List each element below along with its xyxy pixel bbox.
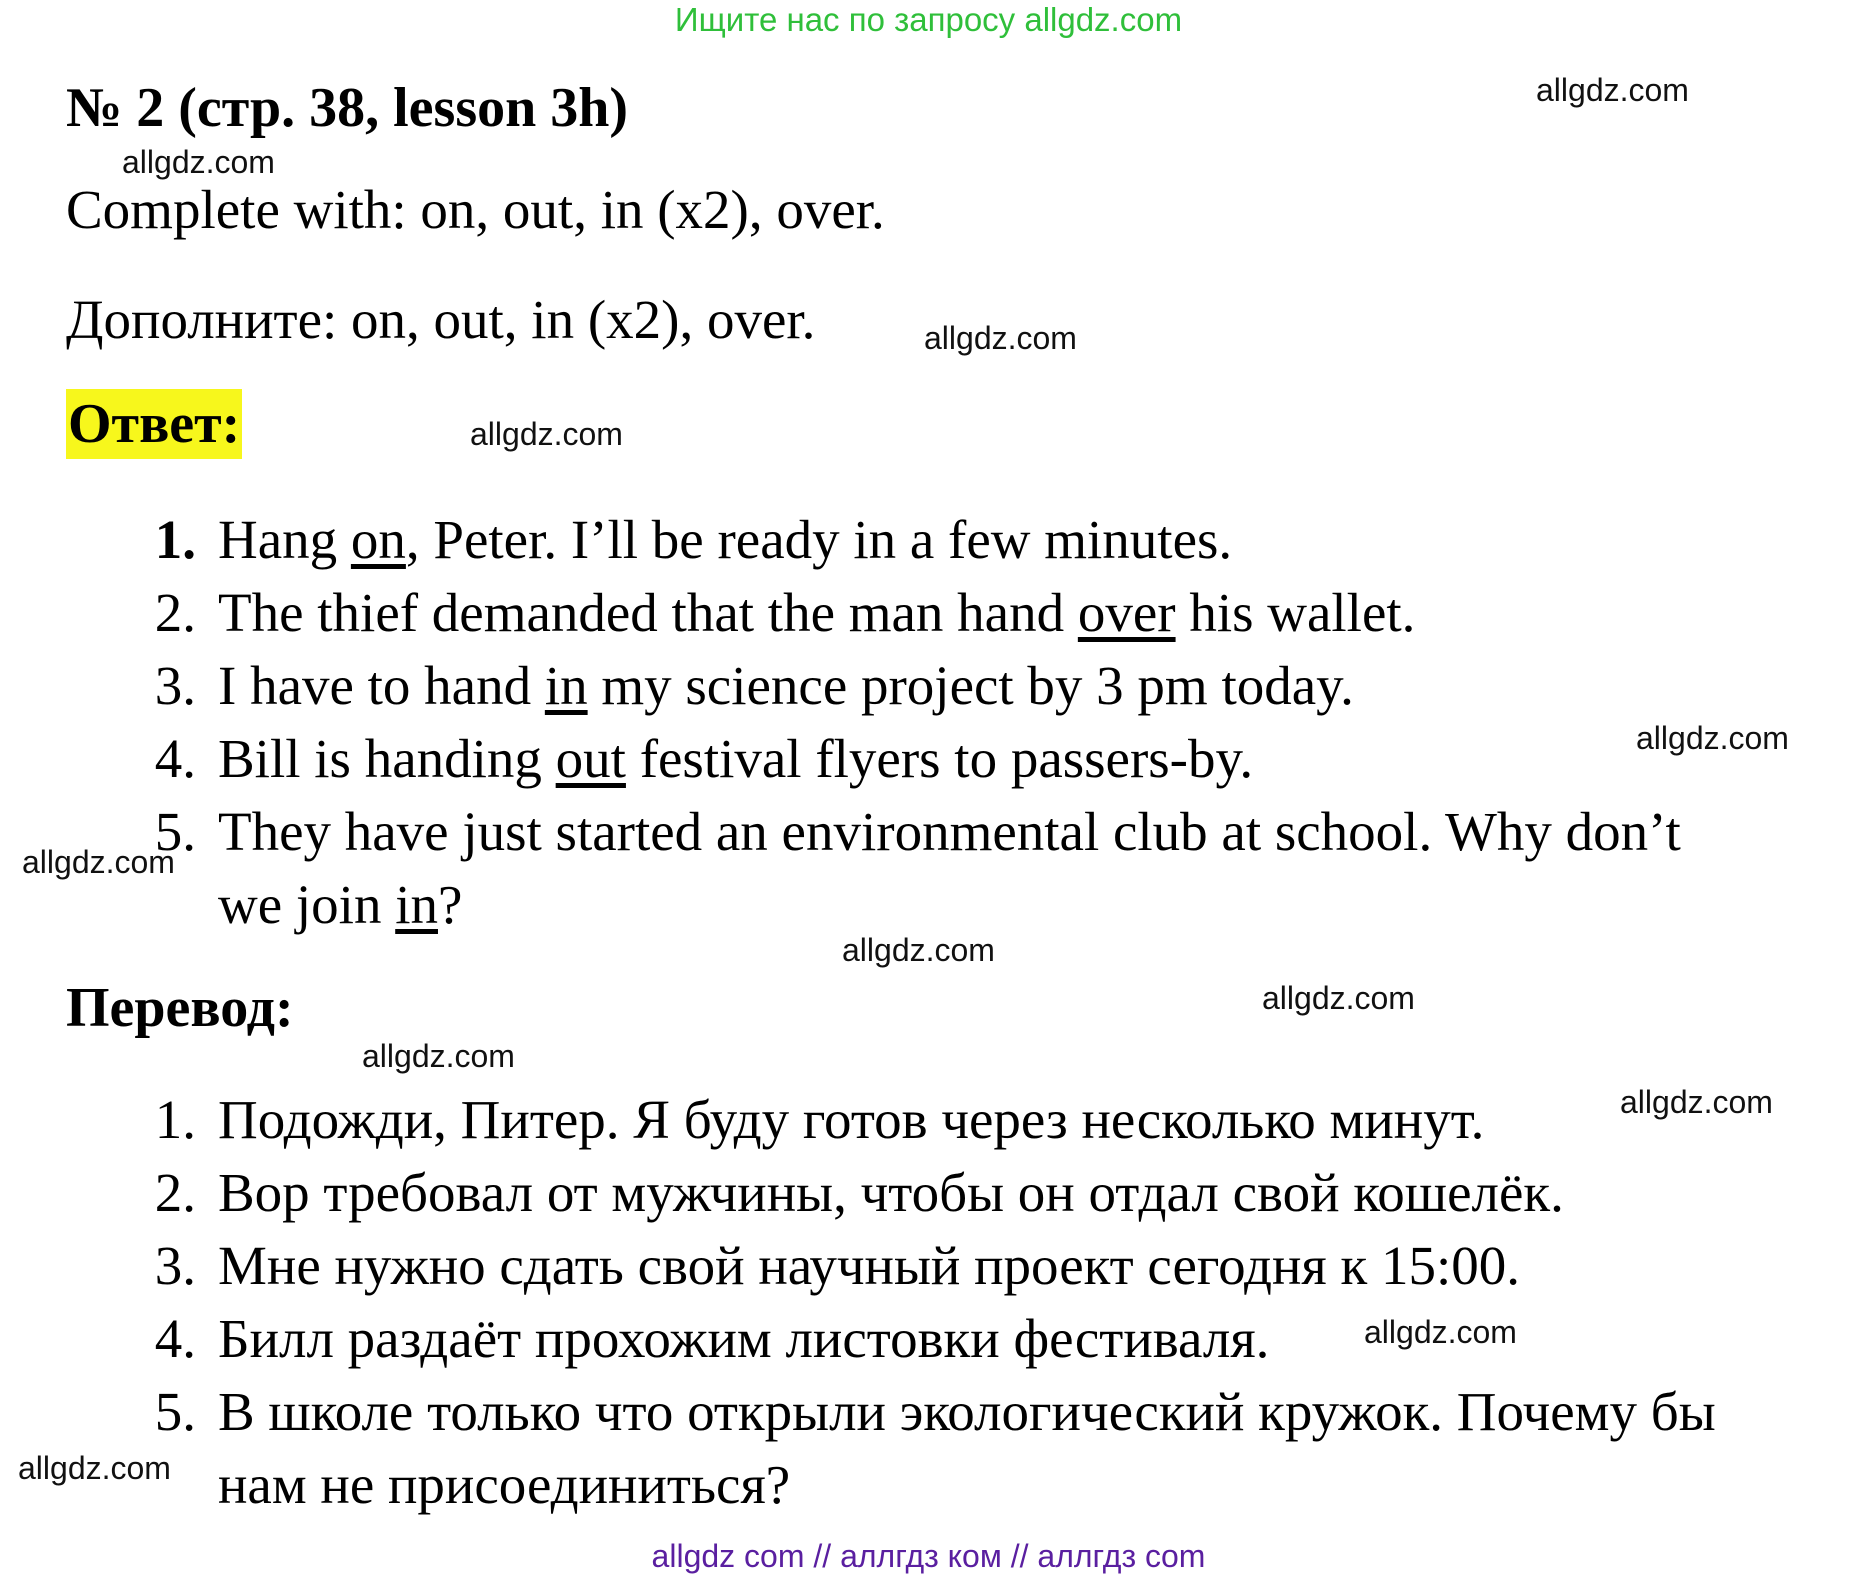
translation-line: Билл раздаёт прохожим листовки фестиваля. — [218, 1308, 1270, 1369]
answer-line: Hang on, Peter. I’ll be ready in a few minutes. — [218, 509, 1233, 570]
answer-word: in — [544, 655, 588, 716]
translation-number: 2. — [154, 1162, 196, 1223]
translation-line: Мне нужно сдать свой научный проект сегодня к 15:00. — [218, 1235, 1520, 1296]
translation-number: 4. — [154, 1308, 196, 1369]
answer-heading — [66, 392, 242, 456]
answer-line: The thief demanded that the man hand over his wallet. — [218, 582, 1416, 643]
answer-number: 2. — [154, 582, 196, 643]
watermark: allgdz.com — [1636, 720, 1789, 756]
watermark: allgdz.com — [1536, 72, 1689, 108]
answer-word: on — [350, 509, 406, 570]
answer-word: out — [555, 728, 626, 789]
translation-number: 3. — [154, 1235, 196, 1296]
answer-heading-text: Ответ: — [66, 389, 242, 459]
watermark: allgdz.com — [122, 144, 275, 180]
answer-number: 4. — [154, 728, 196, 789]
footer-watermark: allgdz com // аллгдз ком // аллгдз com — [651, 1538, 1206, 1574]
instruction-en: Complete with: on, out, in (x2), over. — [66, 179, 885, 240]
answer-line: They have just started an environmental club at school. Why don’t — [218, 801, 1681, 862]
top-banner: Ищите нас по запросу allgdz.com — [674, 1, 1183, 38]
translation-line: Подожди, Питер. Я буду готов через несколько минут. — [218, 1089, 1485, 1150]
exercise-title: № 2 (стр. 38, lesson 3h) — [66, 77, 629, 139]
watermark: allgdz.com — [362, 1038, 515, 1074]
answer-line: Bill is handing out festival flyers to passers-by. — [218, 728, 1254, 789]
instruction-ru: Дополните: on, out, in (x2), over. — [66, 289, 816, 350]
translation-heading: Перевод: — [66, 977, 294, 1039]
answer-number: 3. — [154, 655, 196, 716]
answer-line: I have to hand in my science project by 3 pm today. — [218, 655, 1354, 716]
answer-word: in — [395, 874, 438, 935]
watermark: allgdz.com — [18, 1450, 171, 1486]
translation-line: Вор требовал от мужчины, чтобы он отдал свой кошелёк. — [218, 1162, 1564, 1223]
watermark: allgdz.com — [924, 320, 1077, 356]
translation-number: 5. — [154, 1381, 196, 1442]
answer-word: over — [1077, 582, 1176, 643]
watermark: allgdz.com — [22, 844, 175, 880]
answer-line-continued: we join in? — [218, 874, 463, 935]
translation-number: 1. — [154, 1089, 196, 1150]
watermark: allgdz.com — [470, 416, 623, 452]
watermark: allgdz.com — [1620, 1084, 1773, 1120]
watermark: allgdz.com — [1262, 980, 1415, 1016]
translation-line-continued: нам не присоединиться? — [218, 1454, 791, 1515]
translation-line: В школе только что открыли экологический кружок. Почему бы — [218, 1381, 1716, 1442]
answer-number: 5. — [154, 801, 196, 862]
watermark: allgdz.com — [842, 932, 995, 968]
answer-number: 1. — [154, 509, 196, 570]
watermark: allgdz.com — [1364, 1314, 1517, 1350]
